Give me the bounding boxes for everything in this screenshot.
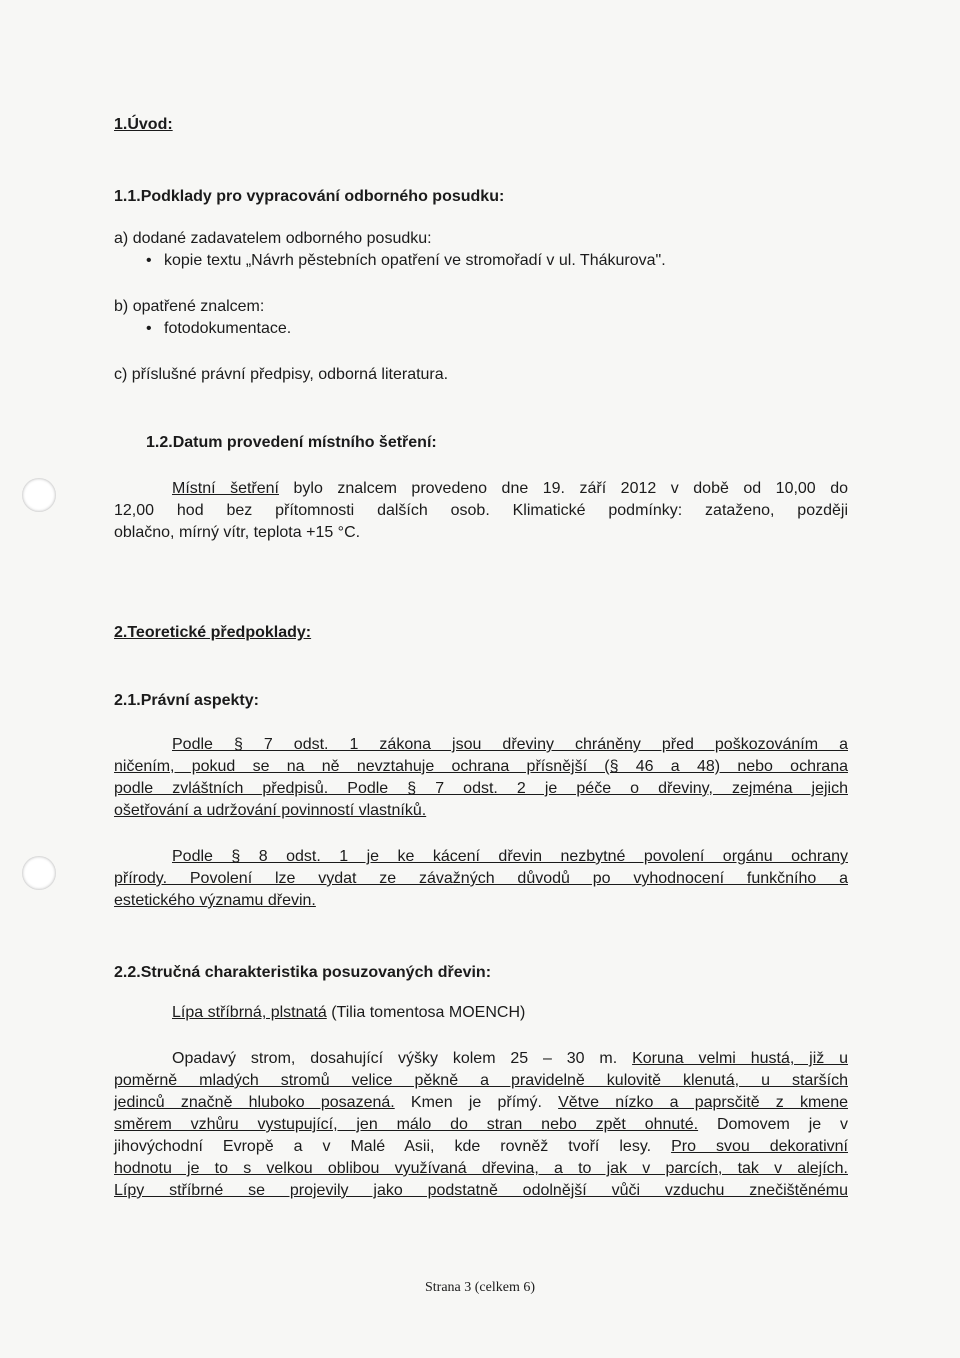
desc-line-4 (114, 1114, 848, 1135)
law-p1-line-1: Podle § 7 odst. 1 zákona jsou dřeviny chráněny před poškozováním a (172, 736, 848, 753)
mistni-setreni: Místní šetření (172, 480, 279, 497)
species-line (172, 1002, 525, 1023)
page-footer: Strana 3 (celkem 6) (424, 1280, 535, 1295)
item-c-label: c) (114, 366, 128, 383)
desc-3c: Větve nízko a paprsčitě z kmene (558, 1094, 849, 1111)
species-name: Lípa stříbrná, plstnatá (172, 1004, 327, 1021)
bullet-icon: • (146, 252, 152, 269)
item-b-label: b) (114, 298, 129, 315)
item-a-text: dodané zadavatelem odborného posudku: (132, 230, 432, 247)
desc-line-3 (114, 1092, 848, 1113)
species-latin: (Tilia tomentosa MOENCH) (326, 1004, 526, 1021)
item-a-bullet (146, 250, 666, 271)
item-c-text: příslušné právní předpisy, odborná literatura. (131, 366, 449, 383)
law-p2-line-1: Podle § 8 odst. 1 je ke kácení dřevin nezbytné povolení orgánu ochrany (172, 848, 848, 865)
desc-line-2: poměrně mladých stromů velice pěkně a pravidelně kulovitě klenutá, u starších (114, 1072, 848, 1089)
law-p1-line-3: podle zvláštních předpisů. Podle § 7 odst. 2 je péče o dřeviny, zejména jejich (114, 780, 848, 797)
heading-charakteristika: 2.2.Stručná charakteristika posuzovaných dřevin: (114, 964, 492, 981)
item-b-bullet-text: fotodokumentace. (164, 320, 292, 337)
item-c (114, 364, 448, 385)
law-p1-line-4: ošetřování a udržování povinností vlastníků. (114, 802, 427, 819)
item-a-bullet-text: kopie textu „Návrh pěstebních opatření ve stromořadí v ul. Thákurova". (164, 252, 666, 269)
punch-hole-bottom (22, 856, 56, 890)
desc-5a: jihovýchodní Evropě a v Malé Asii, kde rovněž tvoří lesy. (114, 1138, 672, 1155)
item-b (114, 296, 264, 317)
heading-teoreticke: 2.Teoretické předpoklady: (114, 624, 312, 641)
item-b-text: opatřené znalcem: (132, 298, 265, 315)
datum-text-1: bylo znalcem provedeno dne 19. září 2012 v době od 10,00 do (293, 480, 849, 497)
law-p2-line-2: přírody. Povolení lze vydat ze závažných důvodů po vyhodnocení funkčního a (114, 870, 848, 887)
desc-line-7: Lípy stříbrné se projevily jako podstatně odolnější vůči vzduchu znečištěnému (114, 1182, 848, 1199)
desc-4b: Domovem je v (698, 1116, 848, 1133)
desc-line-5 (114, 1136, 848, 1157)
law-p2-line-3: estetického významu dřevin. (114, 892, 316, 909)
desc-3b: Kmen je přímý. (394, 1094, 559, 1111)
heading-uvod: 1.Úvod: (114, 116, 173, 133)
desc-1a: Opadavý strom, dosahující výšky kolem 25 – 30 m. (172, 1050, 633, 1067)
datum-paragraph-line-1 (114, 478, 848, 499)
punch-hole-top (22, 478, 56, 512)
bullet-icon: • (146, 320, 152, 337)
desc-line-1 (114, 1048, 848, 1069)
heading-datum: 1.2.Datum provedení místního šetření: (146, 434, 437, 451)
desc-5b: Pro svou dekorativní (671, 1138, 848, 1155)
item-a-label: a) (114, 230, 129, 247)
desc-line-6: hodnotu je to s velkou oblibou využívaná dřevina, a to jak v parcích, tak v alejích. (114, 1160, 848, 1177)
datum-paragraph-line-2: 12,00 hod bez přítomnosti dalších osob. Klimatické podmínky: zataženo, později (114, 502, 848, 519)
item-b-bullet (146, 318, 291, 339)
heading-podklady: 1.1.Podklady pro vypracování odborného posudku: (114, 188, 505, 205)
desc-1b: Koruna velmi hustá, již u (632, 1050, 849, 1067)
desc-4a: směrem vzhůru vystupující, jen málo do stran nebo zpět ohnuté. (114, 1116, 699, 1133)
datum-paragraph-line-3: oblačno, mírný vítr, teplota +15 °C. (114, 524, 361, 541)
heading-pravni-aspekty: 2.1.Právní aspekty: (114, 692, 259, 709)
law-p1-line-2: ničením, pokud se na ně nevztahuje ochrana přísnější (§ 46 a 48) nebo ochrana (114, 758, 848, 775)
desc-3a: jedinců značně hluboko posazená. (114, 1094, 395, 1111)
item-a (114, 228, 432, 249)
